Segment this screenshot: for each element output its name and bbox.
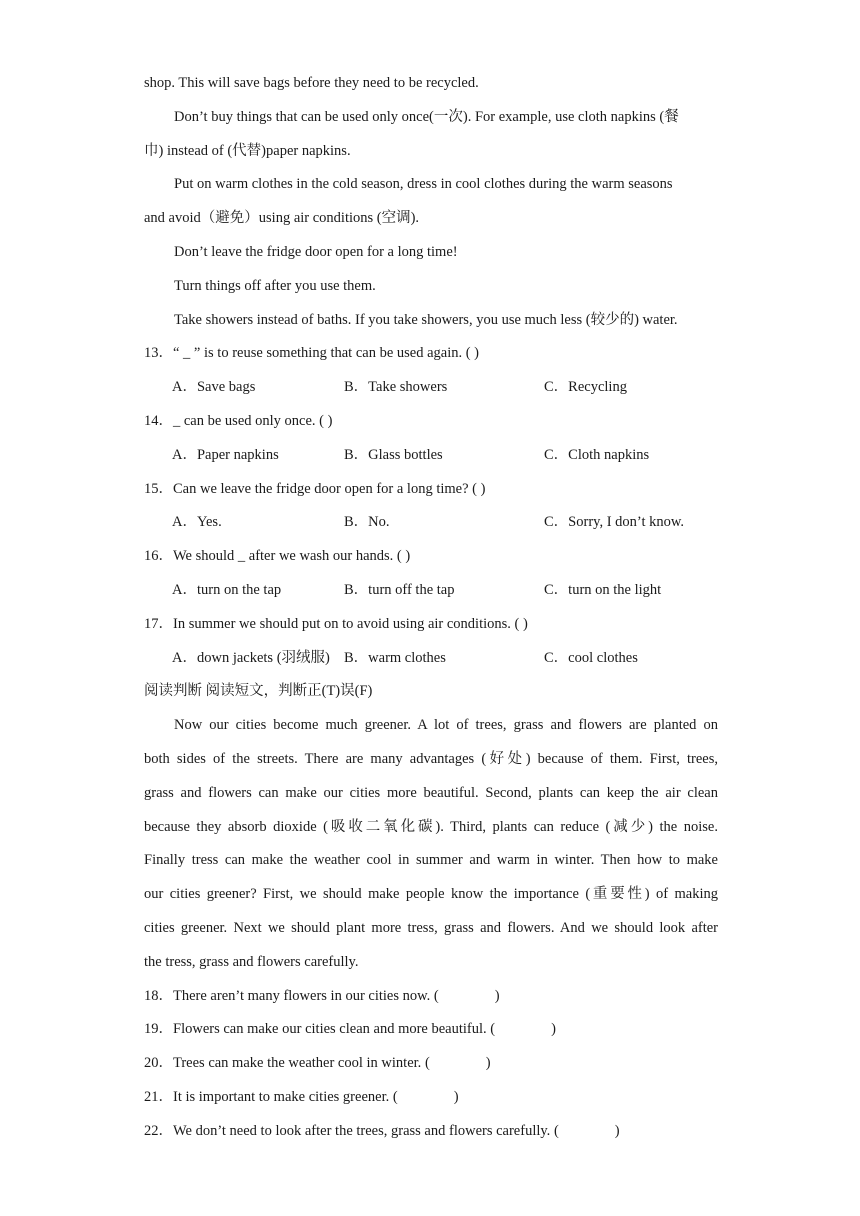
answer-bracket-close: ) (614, 1123, 620, 1139)
answer-bracket-close: ) (551, 1021, 556, 1037)
option-b: B．Glass bottles (344, 447, 443, 463)
question-stem: 14．_ can be used only once. ( ) (144, 413, 333, 429)
answer-bracket-close: ) (485, 1055, 491, 1071)
passage-line: our cities greener? First, we should make people know the importance (重要性) of making (144, 886, 718, 902)
option-a: A．turn on the tap (172, 582, 282, 598)
passage-line: shop. This will save bags before they need to be recycled. (144, 75, 479, 91)
question-stem: 17．In summer we should put on to avoid using air conditions. ( ) (144, 616, 528, 632)
option-c: C．turn on the light (544, 582, 662, 598)
passage-line: both sides of the streets. There are many advantages (好处) because of them. First, trees, (144, 751, 718, 767)
tf-question-text: 21．It is important to make cities greener. (144, 1089, 390, 1105)
question-stem: 13．“ _ ” is to reuse something that can be used again. ( ) (144, 345, 480, 361)
option-c: C．cool clothes (544, 650, 638, 666)
answer-bracket-open: ( (392, 1089, 398, 1105)
passage-line: cities greener. Next we should plant more tress, grass and flowers. And we should look after (144, 920, 718, 936)
option-c: C．Recycling (544, 379, 627, 395)
answer-bracket-open: ( (424, 1055, 430, 1071)
answer-bracket-open: ( (490, 1021, 496, 1037)
answer-bracket-open: ( (433, 988, 439, 1004)
passage-line: Now our cities become much greener. A lot of trees, grass and flowers are planted on (174, 717, 718, 733)
tf-question (144, 1121, 620, 1141)
tf-question (144, 1087, 459, 1107)
answer-bracket-open: ( (553, 1123, 559, 1139)
option-a: A．Paper napkins (172, 447, 279, 463)
option-a: A．Save bags (172, 379, 256, 395)
option-a: A．down jackets (羽绒服) (172, 650, 330, 666)
option-c: C．Cloth napkins (544, 447, 650, 463)
passage-line: Finally tress can make the weather cool in summer and warm in winter. Then how to make (144, 852, 718, 868)
option-b: B．No. (344, 514, 390, 530)
option-c: C．Sorry, I don’t know. (544, 514, 685, 530)
tf-question-text: 18．There aren’t many flowers in our cities now. (144, 988, 431, 1004)
tf-question (144, 1019, 556, 1039)
passage-line: Put on warm clothes in the cold season, dress in cool clothes during the warm seasons (174, 176, 673, 192)
tf-question (144, 986, 500, 1006)
passage-line: the tress, grass and flowers carefully. (144, 954, 359, 970)
passage-line: 巾) instead of (代替)paper napkins. (144, 143, 351, 159)
passage-line: Don’t buy things that can be used only once(一次). For example, use cloth napkins (餐 (174, 109, 679, 125)
passage-line: grass and flowers can make our cities more beautiful. Second, plants can keep the air clean (144, 785, 718, 801)
option-b: B．warm clothes (344, 650, 446, 666)
section-heading: 阅读判断 阅读短文，判断正(T)误(F) (144, 683, 373, 699)
question-stem: 16．We should _ after we wash our hands. ( ) (144, 548, 411, 564)
option-a: A．Yes. (172, 514, 222, 530)
passage-line: Don’t leave the fridge door open for a long time! (174, 244, 458, 260)
passage-line: Take showers instead of baths. If you take showers, you use much less (较少的) water. (174, 312, 678, 328)
answer-bracket-close: ) (453, 1089, 459, 1105)
passage-line: because they absorb dioxide (吸收二氧化碳). Third, plants can reduce (减少) the noise. (144, 819, 718, 835)
tf-question-text: 20．Trees can make the weather cool in winter. (144, 1055, 422, 1071)
passage-line: Turn things off after you use them. (174, 278, 376, 294)
option-b: B．turn off the tap (344, 582, 455, 598)
tf-question-text: 19．Flowers can make our cities clean and more beautiful. (144, 1021, 487, 1037)
tf-question (144, 1053, 491, 1073)
question-stem: 15．Can we leave the fridge door open for a long time? ( ) (144, 481, 486, 497)
tf-question-text: 22．We don’t need to look after the trees, grass and flowers carefully. (144, 1123, 551, 1139)
passage-line: and avoid（避免）using air conditions (空调). (144, 210, 420, 226)
answer-bracket-close: ) (494, 988, 500, 1004)
option-b: B．Take showers (344, 379, 448, 395)
